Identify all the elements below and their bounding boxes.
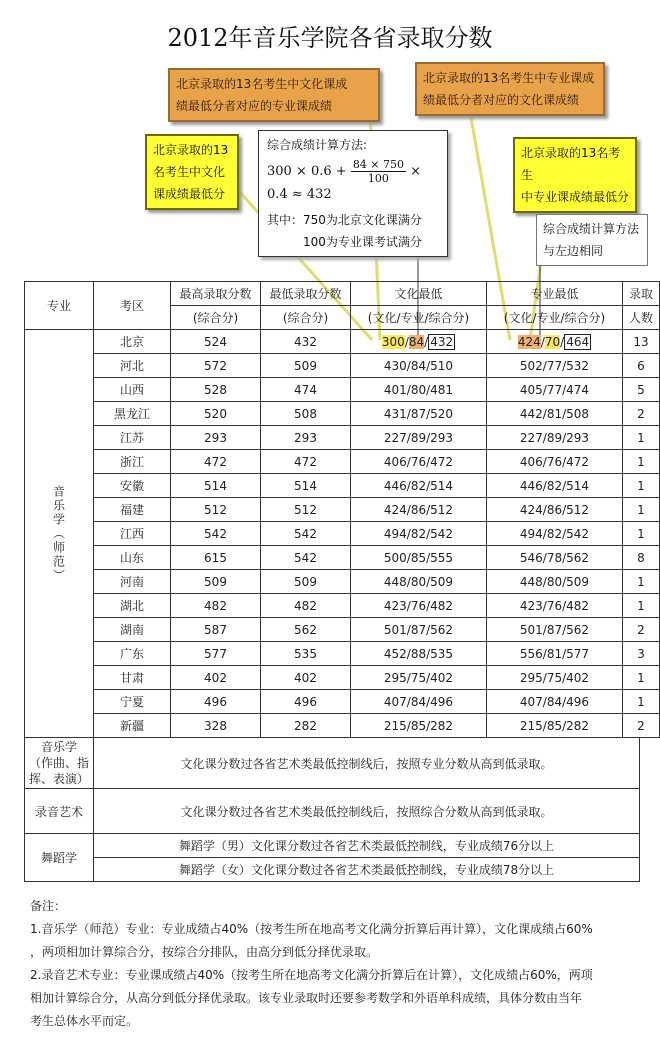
min-score-cell: 474 <box>261 378 351 402</box>
region-cell: 江西 <box>94 522 171 546</box>
culture-min-cell: 401/80/481 <box>351 378 487 402</box>
header-max-score: 最高录取分数 <box>171 282 261 306</box>
table-row <box>25 402 660 426</box>
table-row <box>25 738 640 789</box>
culture-min-cell: 300/84/ 432 <box>351 330 487 354</box>
min-score-cell: 542 <box>261 522 351 546</box>
culture-min-cell: 431/87/520 <box>351 402 487 426</box>
major-min-cell: 405/77/474 <box>487 378 623 402</box>
count-cell: 6 <box>623 354 660 378</box>
major-min-cell: 546/78/562 <box>487 546 623 570</box>
formula-left: 300 × 0.6 + <box>267 164 347 179</box>
count-cell: 8 <box>623 546 660 570</box>
table-row <box>25 789 640 834</box>
header-major-min-sub: (文化/专业/综合分) <box>487 306 623 330</box>
culture-min-cell: 215/85/282 <box>351 714 487 738</box>
major-min-cell: 215/85/282 <box>487 714 623 738</box>
major-min-cell: 556/81/577 <box>487 642 623 666</box>
culture-min-cell: 424/86/512 <box>351 498 487 522</box>
count-cell: 1 <box>623 594 660 618</box>
notes-line: 2.录音艺术专业：专业课成绩占40%（按考生所在地高考文化满分折算后在计算），文化成绩占60%，两项 <box>30 968 593 982</box>
table-row <box>25 426 660 450</box>
callout-formula <box>258 130 448 257</box>
culture-score-highlight: 424 <box>517 334 541 349</box>
page-title: 2012年音乐学院各省录取分数 <box>167 24 493 52</box>
admission-rule-cell: 舞蹈学（男）文化课分数过各省艺术类最低控制线，专业成绩76分以上 <box>94 834 640 858</box>
region-cell: 河南 <box>94 570 171 594</box>
major-min-cell: 446/82/514 <box>487 474 623 498</box>
culture-min-cell: 406/76/472 <box>351 450 487 474</box>
culture-min-cell: 227/89/293 <box>351 426 487 450</box>
table-row <box>25 570 660 594</box>
major-min-cell: 407/84/496 <box>487 690 623 714</box>
callout-major-min <box>513 137 637 213</box>
header-culture-min-sub: (文化/专业/综合分) <box>351 306 487 330</box>
callout-culture-lowest-major <box>168 68 380 122</box>
table-row <box>25 594 660 618</box>
callout-text: 名考生中文化 <box>153 165 226 179</box>
count-cell: 2 <box>623 618 660 642</box>
table-row <box>25 330 660 354</box>
min-score-cell: 432 <box>261 330 351 354</box>
major-name-cell: 舞蹈学 <box>25 834 94 882</box>
region-cell: 甘肃 <box>94 666 171 690</box>
max-score-cell: 587 <box>171 618 261 642</box>
max-score-cell: 542 <box>171 522 261 546</box>
callout-text: 绩最低分者对应的文化课成绩 <box>423 93 580 107</box>
min-score-cell: 509 <box>261 354 351 378</box>
region-cell: 广东 <box>94 642 171 666</box>
min-score-cell: 542 <box>261 546 351 570</box>
max-score-cell: 402 <box>171 666 261 690</box>
max-score-cell: 572 <box>171 354 261 378</box>
callout-text: 中专业课成绩最低分 <box>521 190 630 204</box>
notes-heading: 备注： <box>30 899 67 913</box>
count-cell: 2 <box>623 714 660 738</box>
table-row <box>25 690 660 714</box>
major-min-cell: 494/82/542 <box>487 522 623 546</box>
table-row <box>25 618 660 642</box>
region-cell: 江苏 <box>94 426 171 450</box>
min-score-cell: 535 <box>261 642 351 666</box>
region-cell: 宁夏 <box>94 690 171 714</box>
region-cell: 福建 <box>94 498 171 522</box>
callout-text: 课成绩最低分 <box>153 187 226 201</box>
culture-min-cell: 407/84/496 <box>351 690 487 714</box>
major-min-cell: 424/86/512 <box>487 498 623 522</box>
table-row <box>25 546 660 570</box>
max-score-cell: 496 <box>171 690 261 714</box>
min-score-cell: 512 <box>261 498 351 522</box>
notes-line: 考生总体水平而定。 <box>30 1014 139 1028</box>
formula-right: × 0.4 ≈ 432 <box>267 164 422 202</box>
count-cell: 1 <box>623 426 660 450</box>
callout-text: 北京录取的13名考生中专业课成 <box>423 71 595 85</box>
callout-culture-min <box>145 134 239 210</box>
major-min-cell: 501/87/562 <box>487 618 623 642</box>
major-name: （作曲、指 <box>28 756 89 770</box>
music-major-label: 音乐学（师范） <box>51 484 66 583</box>
other-majors-table <box>24 737 640 882</box>
admission-scores-table <box>24 281 660 738</box>
notes-section <box>30 895 640 1033</box>
max-score-cell: 577 <box>171 642 261 666</box>
culture-min-cell: 448/80/509 <box>351 570 487 594</box>
max-score-cell: 524 <box>171 330 261 354</box>
culture-min-cell: 501/87/562 <box>351 618 487 642</box>
table-row <box>25 498 660 522</box>
header-culture-min: 文化最低 <box>351 282 487 306</box>
max-score-cell: 512 <box>171 498 261 522</box>
min-score-cell: 482 <box>261 594 351 618</box>
major-min-cell: 502/77/532 <box>487 354 623 378</box>
major-min-cell: 406/76/472 <box>487 450 623 474</box>
region-cell: 山西 <box>94 378 171 402</box>
count-cell: 2 <box>623 402 660 426</box>
major-name: 挥、表演） <box>28 772 89 786</box>
formula-note: 其中：750为北京文化课满分 <box>267 213 422 227</box>
count-cell: 1 <box>623 522 660 546</box>
header-min-score: 最低录取分数 <box>261 282 351 306</box>
callout-text: 绩最低分者对应的专业课成绩 <box>176 99 333 113</box>
culture-min-cell: 423/76/482 <box>351 594 487 618</box>
table-row <box>25 354 660 378</box>
table-row <box>25 642 660 666</box>
table-row <box>25 474 660 498</box>
region-cell: 黑龙江 <box>94 402 171 426</box>
admission-rule-cell: 文化课分数过各省艺术类最低控制线后，按照专业分数从高到低录取。 <box>94 738 640 789</box>
formula-title: 综合成绩计算方法: <box>267 138 368 152</box>
major-min-cell: 227/89/293 <box>487 426 623 450</box>
count-cell: 1 <box>623 450 660 474</box>
culture-min-cell: 430/84/510 <box>351 354 487 378</box>
max-score-cell: 514 <box>171 474 261 498</box>
header-major: 专业 <box>25 282 94 330</box>
culture-min-cell: 446/82/514 <box>351 474 487 498</box>
header-count: 录取 <box>623 282 660 306</box>
max-score-cell: 528 <box>171 378 261 402</box>
total-score-box: 464 <box>566 334 590 349</box>
max-score-cell: 520 <box>171 402 261 426</box>
music-major-cell <box>25 330 94 738</box>
region-cell: 安徽 <box>94 474 171 498</box>
formula-expression <box>267 158 439 205</box>
callout-text: 综合成绩计算方法 <box>543 222 640 236</box>
max-score-cell: 293 <box>171 426 261 450</box>
culture-min-cell: 452/88/535 <box>351 642 487 666</box>
callout-text: 北京录取的13名考生 <box>521 146 621 182</box>
table-row <box>25 714 660 738</box>
header-count-sub: 人数 <box>623 306 660 330</box>
major-min-cell: 423/76/482 <box>487 594 623 618</box>
region-cell: 新疆 <box>94 714 171 738</box>
count-cell: 1 <box>623 474 660 498</box>
region-cell: 浙江 <box>94 450 171 474</box>
count-cell: 1 <box>623 666 660 690</box>
region-cell: 北京 <box>94 330 171 354</box>
callout-text: 与左边相同 <box>543 244 604 258</box>
major-score-highlight: 84 <box>408 334 425 349</box>
count-cell: 1 <box>623 690 660 714</box>
max-score-cell: 472 <box>171 450 261 474</box>
min-score-cell: 508 <box>261 402 351 426</box>
min-score-cell: 402 <box>261 666 351 690</box>
region-cell: 湖南 <box>94 618 171 642</box>
admission-rule-cell: 文化课分数过各省艺术类最低控制线后，按照综合分数从高到低录取。 <box>94 789 640 834</box>
callout-text: 北京录取的13 <box>153 143 229 157</box>
callout-major-lowest-culture <box>415 62 605 116</box>
count-cell: 1 <box>623 570 660 594</box>
notes-line: 相加计算综合分，从高分到低分择优录取。该专业录取时还要参考数学和外语单科成绩，具体分数由当年 <box>30 991 583 1005</box>
admission-rule-cell: 舞蹈学（女）文化课分数过各省艺术类最低控制线，专业成绩78分以上 <box>94 858 640 882</box>
major-name-cell: 录音艺术 <box>25 789 94 834</box>
major-min-cell: 424/70/ 464 <box>487 330 623 354</box>
major-score-highlight: 70 <box>544 334 561 349</box>
min-score-cell: 496 <box>261 690 351 714</box>
count-cell: 3 <box>623 642 660 666</box>
min-score-cell: 509 <box>261 570 351 594</box>
max-score-cell: 482 <box>171 594 261 618</box>
major-name-cell <box>25 738 94 789</box>
formula-note: 100为专业课考试满分 <box>303 235 422 249</box>
major-name: 音乐学 <box>40 740 77 754</box>
count-cell: 5 <box>623 378 660 402</box>
formula-fraction <box>351 158 406 185</box>
culture-min-cell: 295/75/402 <box>351 666 487 690</box>
culture-min-cell: 494/82/542 <box>351 522 487 546</box>
notes-line: ，两项相加计算综合分，按综合分排队，由高分到低分择优录取。 <box>30 945 379 959</box>
max-score-cell: 328 <box>171 714 261 738</box>
major-min-cell: 295/75/402 <box>487 666 623 690</box>
count-cell: 13 <box>623 330 660 354</box>
region-cell: 河北 <box>94 354 171 378</box>
table-row <box>25 834 640 858</box>
header-max-score-sub: (综合分) <box>171 306 261 330</box>
formula-denominator: 100 <box>367 172 389 185</box>
culture-min-cell: 500/85/555 <box>351 546 487 570</box>
header-min-score-sub: (综合分) <box>261 306 351 330</box>
major-min-cell: 448/80/509 <box>487 570 623 594</box>
min-score-cell: 293 <box>261 426 351 450</box>
table-row <box>25 666 660 690</box>
max-score-cell: 615 <box>171 546 261 570</box>
table-header-row <box>25 282 660 306</box>
count-cell: 1 <box>623 498 660 522</box>
callout-text: 北京录取的13名考生中文化课成 <box>176 77 348 91</box>
callout-same-method <box>536 214 648 266</box>
total-score-box: 432 <box>430 334 454 349</box>
region-cell: 湖北 <box>94 594 171 618</box>
table-row <box>25 522 660 546</box>
min-score-cell: 562 <box>261 618 351 642</box>
min-score-cell: 282 <box>261 714 351 738</box>
culture-score-highlight: 300 <box>381 334 405 349</box>
max-score-cell: 509 <box>171 570 261 594</box>
header-major-min: 专业最低 <box>487 282 623 306</box>
min-score-cell: 472 <box>261 450 351 474</box>
table-row <box>25 378 660 402</box>
header-region: 考区 <box>94 282 171 330</box>
notes-line: 1.音乐学（师范）专业：专业成绩占40%（按考生所在地高考文化满分折算后再计算），文化课成绩占60% <box>30 922 593 936</box>
region-cell: 山东 <box>94 546 171 570</box>
min-score-cell: 514 <box>261 474 351 498</box>
formula-numerator: 84 × 750 <box>352 158 405 171</box>
major-min-cell: 442/81/508 <box>487 402 623 426</box>
table-row <box>25 858 640 882</box>
table-row <box>25 450 660 474</box>
